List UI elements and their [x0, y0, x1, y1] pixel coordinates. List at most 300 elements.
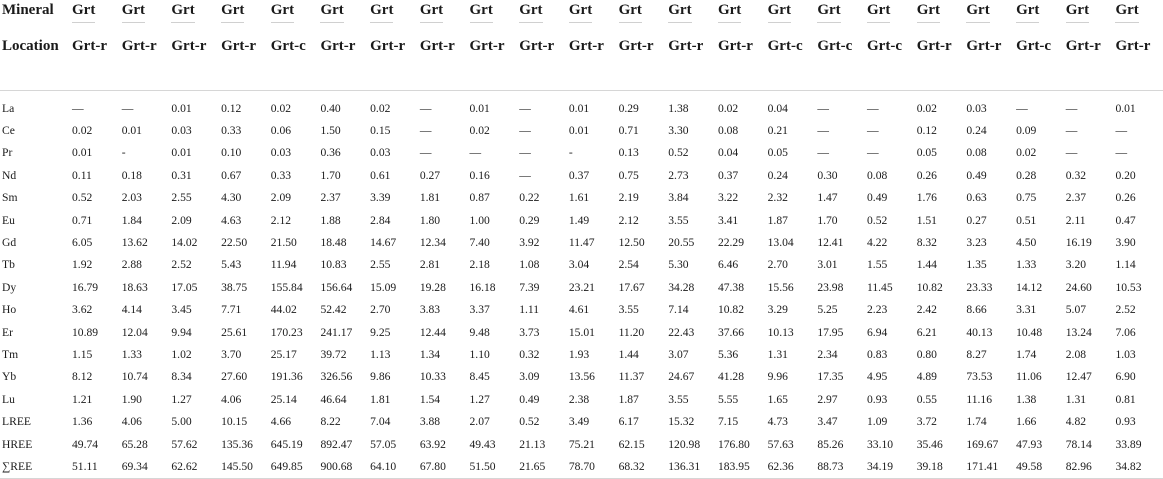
table-cell: 8.22: [320, 415, 341, 429]
table-cell: 0.24: [966, 124, 987, 138]
table-cell: 1.02: [171, 347, 192, 361]
mineral-header-text: Grt: [569, 2, 592, 23]
table-cell: 57.62: [171, 437, 198, 451]
table-cell: 3.49: [568, 415, 590, 429]
table-cell: 68.32: [617, 455, 667, 478]
table-cell: 4.30: [221, 191, 242, 205]
table-cell: 892.47: [320, 437, 353, 451]
table-cell: 0.51: [1016, 213, 1037, 227]
table-cell: 22.50: [221, 236, 248, 250]
table-cell: —: [817, 124, 829, 138]
mineral-header-cell: [716, 0, 766, 30]
table-cell: 0.02: [72, 124, 93, 138]
table-cell: 0.02: [916, 101, 937, 115]
table-cell: 0.01: [171, 101, 192, 115]
table-cell: 645.19: [270, 437, 303, 451]
table-cell: 51.11: [70, 455, 120, 478]
table-cell: 8.45: [469, 370, 490, 384]
mineral-header-cell: [1064, 0, 1114, 30]
table-cell: 2.32: [767, 191, 788, 205]
table-cell: 1.31: [1065, 392, 1087, 406]
table-cell: —: [817, 146, 829, 160]
table-cell: 5.43: [221, 258, 242, 272]
table-cell: —: [817, 101, 829, 115]
table-cell: 0.33: [221, 124, 242, 138]
table-cell: 1.84: [121, 213, 142, 227]
table-cell: 0.01: [469, 101, 490, 115]
table-cell: 0.71: [618, 124, 639, 138]
table-cell: 12.04: [121, 325, 148, 339]
table-cell: 14.67: [370, 236, 397, 250]
table-cell: 2.23: [867, 303, 888, 317]
table-cell: 19.28: [419, 280, 446, 294]
table-row: [0, 119, 1163, 141]
table-cell: 3.88: [419, 415, 441, 429]
table-cell: 3.47: [817, 415, 838, 429]
table-cell: 2.54: [618, 258, 639, 272]
table-cell: 3.01: [817, 258, 838, 272]
table-cell: 0.49: [867, 191, 888, 205]
table-cell: 1.74: [966, 415, 987, 429]
table-cell: 25.17: [270, 347, 297, 361]
mineral-header-cell: [70, 0, 120, 30]
table-cell: 4.06: [221, 392, 242, 406]
table-cell: 1.34: [419, 347, 441, 361]
table-cell: 1.38: [1016, 392, 1037, 406]
location-header-cell: Grt-r: [964, 30, 1014, 91]
table-cell: —: [1065, 124, 1078, 138]
table-cell: 1.13: [370, 347, 391, 361]
table-cell: 1.03: [1115, 347, 1136, 361]
table-cell: 0.37: [717, 168, 739, 182]
location-header-cell: Grt-r: [120, 30, 170, 91]
table-cell: 20.55: [668, 236, 695, 250]
table-cell: 0.04: [717, 146, 739, 160]
table-row: [0, 388, 1163, 410]
table-cell: 78.14: [1065, 437, 1092, 451]
table-cell: —: [867, 146, 879, 160]
mineral-header-text: Grt: [768, 2, 791, 23]
table-cell: 10.89: [72, 325, 99, 339]
table-cell: 78.70: [567, 455, 617, 478]
table-cell: 0.37: [568, 168, 590, 182]
table-cell: 3.90: [1115, 236, 1136, 250]
table-cell: 62.36: [766, 455, 816, 478]
table-cell: 1.55: [867, 258, 888, 272]
location-header-cell: Grt-r: [219, 30, 269, 91]
table-cell: 0.02: [370, 101, 391, 115]
mineral-header-text: Grt: [668, 2, 691, 23]
table-cell: —: [469, 146, 482, 160]
table-cell: 0.52: [867, 213, 888, 227]
table-cell: 10.33: [419, 370, 446, 384]
mineral-header-text: Grt: [867, 2, 890, 23]
row-label: Er: [2, 325, 13, 339]
table-cell: 3.31: [1016, 303, 1037, 317]
table-cell: 23.98: [817, 280, 844, 294]
location-header-cell: Grt-r: [915, 30, 965, 91]
table-cell: 0.40: [320, 101, 341, 115]
mineral-header-text: Grt: [1115, 2, 1138, 23]
table-cell: 0.49: [519, 392, 540, 406]
table-cell: 10.74: [121, 370, 148, 384]
table-row: [0, 455, 1163, 478]
mineral-header-text: Grt: [1066, 2, 1089, 23]
location-header-cell: Grt-c: [269, 30, 319, 91]
table-cell: —: [519, 146, 531, 160]
table-cell: 62.62: [169, 455, 219, 478]
table-row: [0, 299, 1163, 321]
table-cell: 326.56: [320, 370, 353, 384]
table-row: [0, 343, 1163, 365]
table-cell: 10.48: [1016, 325, 1043, 339]
table-cell: 0.61: [370, 168, 391, 182]
table-cell: 0.24: [767, 168, 788, 182]
table-cell: 5.25: [817, 303, 838, 317]
table-row: [0, 433, 1163, 455]
table-cell: 1.08: [519, 258, 540, 272]
mineral-header-text: Grt: [470, 2, 493, 23]
table-cell: 2.38: [568, 392, 590, 406]
table-cell: —: [72, 101, 84, 115]
table-cell: 0.32: [1065, 168, 1087, 182]
table-cell: 0.03: [370, 146, 391, 160]
table-cell: 23.33: [966, 280, 993, 294]
table-cell: 1.87: [767, 213, 788, 227]
table-cell: 3.22: [717, 191, 739, 205]
table-cell: 0.02: [469, 124, 490, 138]
table-cell: 0.93: [867, 392, 888, 406]
table-cell: 0.08: [717, 124, 739, 138]
table-cell: 3.62: [72, 303, 93, 317]
table-cell: 3.55: [618, 303, 639, 317]
table-cell: 0.26: [1115, 191, 1136, 205]
table-cell: 12.44: [419, 325, 446, 339]
location-header-cell: Grt-r: [1064, 30, 1114, 91]
table-cell: 1.38: [668, 101, 689, 115]
table-cell: 27.60: [221, 370, 248, 384]
table-cell: 17.05: [171, 280, 198, 294]
table-cell: 3.92: [519, 236, 540, 250]
table-cell: -: [568, 146, 573, 160]
table-cell: 17.35: [817, 370, 844, 384]
table-row: [0, 142, 1163, 164]
table-cell: 57.63: [767, 437, 794, 451]
mineral-header-text: Grt: [320, 2, 343, 23]
table-cell: 170.23: [270, 325, 303, 339]
table-cell: 2.08: [1065, 347, 1087, 361]
table-body: [0, 91, 1163, 479]
table-cell: 2.70: [767, 258, 788, 272]
mineral-header-text: Grt: [966, 2, 989, 23]
table-cell: 15.56: [767, 280, 794, 294]
table-cell: 10.82: [916, 280, 943, 294]
row-label: ∑REE: [0, 455, 70, 478]
table-cell: 1.50: [320, 124, 341, 138]
mineral-header-text: Grt: [221, 2, 244, 23]
mineral-header-text: Grt: [619, 2, 642, 23]
table-cell: 1.14: [1115, 258, 1136, 272]
table-cell: 0.81: [1115, 392, 1136, 406]
location-header-cell: Grt-c: [865, 30, 915, 91]
location-header-cell: Grt-r: [418, 30, 468, 91]
table-cell: 0.02: [717, 101, 739, 115]
location-header-cell: Grt-r: [567, 30, 617, 91]
table-cell: 21.13: [519, 437, 546, 451]
table-cell: 11.47: [568, 236, 595, 250]
table-cell: 4.61: [568, 303, 590, 317]
table-cell: 0.52: [72, 191, 93, 205]
table-cell: 0.36: [320, 146, 341, 160]
table-cell: 1.70: [320, 168, 341, 182]
mineral-header-text: Grt: [718, 2, 741, 23]
mineral-header-text: Grt: [420, 2, 443, 23]
row-label: Yb: [2, 370, 17, 384]
table-cell: 46.64: [320, 392, 347, 406]
row-label: Lu: [2, 392, 15, 406]
table-cell: 0.08: [867, 168, 888, 182]
mineral-header-cell: [567, 0, 617, 30]
table-cell: 15.32: [668, 415, 695, 429]
table-cell: 2.97: [817, 392, 838, 406]
table-cell: 6.46: [717, 258, 739, 272]
table-cell: 82.96: [1064, 455, 1114, 478]
table-cell: 0.12: [221, 101, 242, 115]
table-cell: 33.89: [1115, 437, 1142, 451]
table-cell: 4.66: [270, 415, 292, 429]
table-cell: 85.26: [817, 437, 844, 451]
mineral-header-cell: [517, 0, 567, 30]
table-cell: 7.71: [221, 303, 242, 317]
table-cell: 2.73: [668, 168, 689, 182]
table-cell: 3.72: [916, 415, 937, 429]
mineral-label: Mineral: [2, 2, 54, 18]
table-cell: 4.22: [867, 236, 888, 250]
table-cell: 9.96: [767, 370, 788, 384]
table-cell: 0.30: [817, 168, 838, 182]
table-cell: 4.89: [916, 370, 937, 384]
mineral-header-cell: [766, 0, 816, 30]
table-cell: 0.47: [1115, 213, 1136, 227]
table-cell: 2.55: [171, 191, 192, 205]
table-cell: 0.20: [1115, 168, 1136, 182]
table-cell: 21.50: [270, 236, 297, 250]
row-label: Eu: [2, 213, 15, 227]
table-cell: 6.90: [1115, 370, 1136, 384]
table-cell: 11.06: [1016, 370, 1042, 384]
row-label: LREE: [2, 415, 31, 429]
table-cell: 6.21: [916, 325, 937, 339]
table-cell: 2.12: [270, 213, 292, 227]
table-cell: 135.36: [221, 437, 253, 451]
location-header-row: [0, 30, 1163, 91]
table-cell: 7.06: [1115, 325, 1136, 339]
table-row: [0, 366, 1163, 388]
table-cell: 1.61: [568, 191, 590, 205]
table-cell: 0.01: [568, 101, 590, 115]
location-header-cell: Grt-r: [716, 30, 766, 91]
table-cell: 0.01: [171, 146, 192, 160]
table-cell: 0.02: [270, 101, 292, 115]
table-cell: 2.52: [1115, 303, 1136, 317]
table-cell: 1.15: [72, 347, 93, 361]
table-cell: 34.19: [865, 455, 915, 478]
table-cell: 41.28: [717, 370, 745, 384]
table-cell: 67.80: [418, 455, 468, 478]
table-cell: 3.41: [717, 213, 739, 227]
table-cell: 0.03: [171, 124, 192, 138]
table-cell: —: [419, 124, 432, 138]
table-cell: —: [419, 101, 432, 115]
table-cell: 12.41: [817, 236, 844, 250]
table-cell: 1.88: [320, 213, 341, 227]
table-cell: 191.36: [270, 370, 303, 384]
table-cell: 1.92: [72, 258, 93, 272]
mineral-header-cell: [468, 0, 518, 30]
mineral-header-cell: [915, 0, 965, 30]
table-cell: 34.28: [668, 280, 695, 294]
table-cell: 0.26: [916, 168, 937, 182]
table-cell: 145.50: [219, 455, 269, 478]
table-cell: 3.20: [1065, 258, 1087, 272]
table-cell: 13.56: [568, 370, 595, 384]
table-row: [0, 187, 1163, 209]
table-cell: 0.13: [618, 146, 639, 160]
table-cell: 17.67: [618, 280, 645, 294]
table-cell: 37.66: [717, 325, 745, 339]
table-cell: 49.43: [469, 437, 496, 451]
table-cell: 63.92: [419, 437, 446, 451]
row-label: Dy: [2, 280, 17, 294]
table-cell: —: [1115, 124, 1128, 138]
table-cell: 1.51: [916, 213, 937, 227]
table-cell: 9.86: [370, 370, 391, 384]
table-cell: 2.55: [370, 258, 391, 272]
table-cell: 1.93: [568, 347, 590, 361]
table-cell: 8.32: [916, 236, 937, 250]
table-cell: 0.04: [767, 101, 788, 115]
table-cell: 0.93: [1115, 415, 1136, 429]
table-cell: 17.95: [817, 325, 844, 339]
table-cell: 10.13: [767, 325, 794, 339]
table-cell: 0.02: [1016, 146, 1037, 160]
table-cell: 4.95: [867, 370, 888, 384]
table-cell: 0.49: [966, 168, 987, 182]
table-cell: 62.15: [618, 437, 645, 451]
table-cell: 0.29: [618, 101, 639, 115]
table-cell: 0.03: [966, 101, 987, 115]
location-header-cell: Grt-c: [766, 30, 816, 91]
table-cell: 3.23: [966, 236, 987, 250]
table-cell: 3.55: [668, 213, 689, 227]
table-cell: 900.68: [318, 455, 368, 478]
table-cell: 0.27: [419, 168, 441, 182]
table-cell: —: [1065, 101, 1078, 115]
table-cell: —: [519, 168, 531, 182]
table-cell: 0.67: [221, 168, 242, 182]
table-cell: 52.42: [320, 303, 347, 317]
mineral-header-text: Grt: [72, 2, 95, 23]
table-cell: 2.18: [469, 258, 490, 272]
table-cell: 2.42: [916, 303, 937, 317]
table-cell: 7.15: [717, 415, 739, 429]
table-cell: 5.30: [668, 258, 689, 272]
table-cell: 5.07: [1065, 303, 1087, 317]
table-cell: 2.19: [618, 191, 639, 205]
table-cell: 3.37: [469, 303, 490, 317]
table-cell: 47.93: [1016, 437, 1043, 451]
table-cell: 0.52: [668, 146, 689, 160]
table-cell: 0.05: [767, 146, 788, 160]
mineral-header-cell: [1113, 0, 1163, 30]
table-cell: 3.30: [668, 124, 689, 138]
table-cell: 1.35: [966, 258, 987, 272]
mineral-header-text: Grt: [171, 2, 194, 23]
row-label: Pr: [2, 146, 13, 160]
table-cell: 0.06: [270, 124, 292, 138]
location-header-cell: Grt-r: [1113, 30, 1163, 91]
table-cell: 2.70: [370, 303, 391, 317]
table-cell: —: [867, 124, 879, 138]
table-cell: 3.39: [370, 191, 391, 205]
mineral-header-cell: [368, 0, 418, 30]
table-cell: 1.00: [469, 213, 490, 227]
table-row: [0, 276, 1163, 298]
row-label: Ho: [2, 303, 17, 317]
row-label: Nd: [2, 168, 17, 182]
table-cell: 1.21: [72, 392, 93, 406]
table-cell: 25.14: [270, 392, 297, 406]
table-cell: 183.95: [716, 455, 766, 478]
mineral-header-text: Grt: [519, 2, 542, 23]
table-cell: 3.70: [221, 347, 242, 361]
table-cell: 8.27: [966, 347, 987, 361]
table-cell: 2.09: [270, 191, 292, 205]
table-cell: 0.12: [916, 124, 937, 138]
table-cell: —: [867, 101, 879, 115]
table-cell: 51.50: [468, 455, 518, 478]
table-cell: 1.36: [72, 415, 93, 429]
table-cell: 1.33: [121, 347, 142, 361]
table-cell: 0.52: [519, 415, 540, 429]
table-cell: 0.01: [1115, 101, 1136, 115]
table-cell: 1.11: [519, 303, 540, 317]
table-cell: 0.08: [966, 146, 987, 160]
table-cell: 171.41: [964, 455, 1014, 478]
table-cell: 10.53: [1115, 280, 1142, 294]
row-label: Tb: [2, 258, 15, 272]
mineral-header-text: Grt: [917, 2, 940, 23]
location-header-cell: Grt-c: [1014, 30, 1064, 91]
table-cell: 1.65: [767, 392, 788, 406]
mineral-header-text: Grt: [1016, 2, 1039, 23]
table-cell: 5.55: [717, 392, 739, 406]
table-cell: 1.44: [618, 347, 639, 361]
table-cell: 1.33: [1016, 258, 1037, 272]
table-cell: 0.16: [469, 168, 490, 182]
location-label: Location: [0, 30, 70, 91]
table-cell: 0.18: [121, 168, 142, 182]
mineral-header-text: Grt: [271, 2, 294, 23]
table-cell: 1.54: [419, 392, 441, 406]
row-label: HREE: [2, 437, 33, 451]
table-cell: 0.75: [1016, 191, 1037, 205]
table-cell: 21.65: [517, 455, 567, 478]
row-label: Gd: [2, 236, 17, 250]
table-cell: 13.62: [121, 236, 148, 250]
table-cell: 1.27: [171, 392, 192, 406]
table-cell: 39.18: [915, 455, 965, 478]
